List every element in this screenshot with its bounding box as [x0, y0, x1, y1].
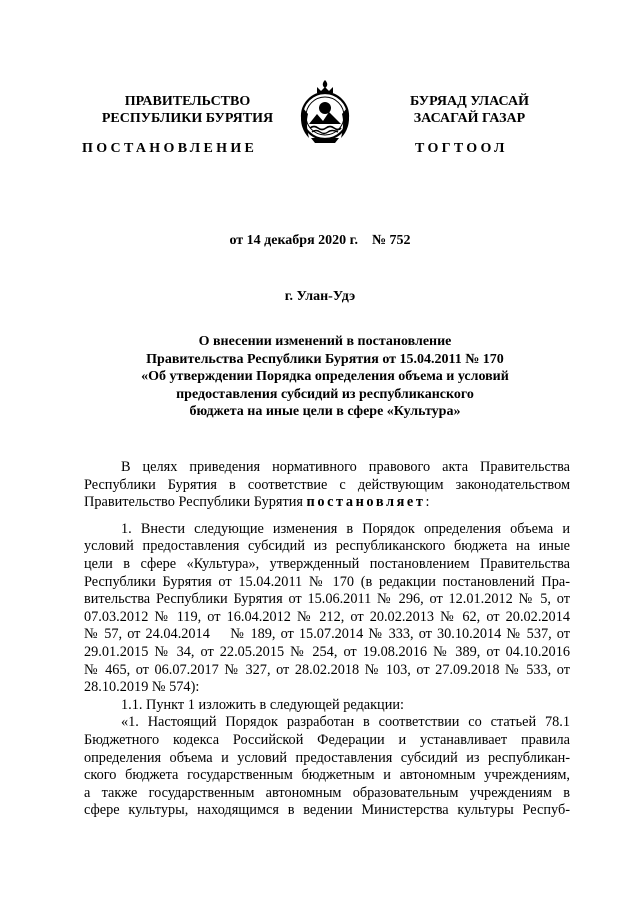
header-right-line: ЗАСАГАЙ ГАЗАР [413, 111, 526, 126]
preamble-prefix: Правительство Республики Бурятия [84, 494, 307, 511]
header-left-line: РЕСПУБЛИКИ БУРЯТИЯ [101, 111, 274, 126]
title-line: бюджета на иные цели в сфере «Культура» [189, 404, 461, 419]
body-line: 07.03.2012 № 119, от 16.04.2012 № 212, от 20.02.2013 № 62, от 20.02.2014 [84, 608, 570, 625]
date-and-number: от 14 декабря 2020 г. № 752 [229, 233, 411, 248]
title-line: Правительства Республики Бурятия от 15.04.2011 № 170 [146, 351, 504, 367]
body-line: 1.1. Пункт 1 изложить в следующей редакции: [121, 696, 404, 713]
body-line: Республики Бурятия в соответствие с действующим законодательством [84, 476, 570, 493]
paragraph-quoted [84, 714, 570, 820]
body-line: 28.10.2019 № 574): [84, 679, 200, 696]
title-line: «Об утверждении Порядка определения объема и условий [141, 369, 509, 384]
body-line: 29.01.2015 № 34, от 22.05.2015 № 254, от 19.08.2016 № 389, от 04.10.2016 [84, 643, 570, 660]
body-line: № 465, от 06.07.2017 № 327, от 28.02.2018 № 103, от 27.09.2018 № 533, от [84, 661, 570, 678]
body-line: цели в сфере «Культура», утвержденный постановлением Правительства [84, 555, 570, 572]
body-line: 1. Внести следующие изменения в Порядок определения объема и [121, 520, 570, 537]
body-line: определения объема и условий предоставления субсидий из республикан- [84, 749, 570, 766]
header-right-line: БУРЯАД УЛАСАЙ [410, 94, 529, 109]
document-title [100, 333, 550, 421]
body-line: условий предоставления субсидий из республиканского бюджета на иные [84, 538, 570, 555]
body-line: а также государственным автономным образовательным учреждениям в [84, 784, 570, 801]
body-line: Бюджетного кодекса Российской Федерации и устанавливает правила [84, 731, 570, 748]
city: г. Улан-Удэ [284, 289, 356, 304]
header-left-line: ПРАВИТЕЛЬСТВО [124, 94, 251, 109]
paragraph-1-1 [84, 697, 570, 715]
enactment-word: постановляет [306, 494, 426, 511]
preamble [84, 459, 570, 512]
body-line: сфере культуры, находящимся в ведении Министерства культуры Респуб- [84, 802, 570, 819]
government-name-buryat [392, 93, 547, 127]
body-line: № 57, от 24.04.2014 № 189, от 15.07.2014 № 333, от 30.10.2014 № 537, от [84, 626, 570, 643]
title-line: О внесении изменений в постановление [198, 334, 452, 349]
preamble-suffix: : [425, 494, 430, 511]
body-line: ского бюджета государственным бюджетным и автономным учреждениям, [84, 767, 570, 784]
body-line: «1. Настоящий Порядок разработан в соответствии со статьей 78.1 [121, 714, 570, 731]
body-line: вительства Республики Бурятия от 15.06.2011 № 296, от 12.01.2012 № 5, от [84, 591, 570, 608]
document-body [84, 459, 570, 820]
title-line: предоставления субсидий из республиканского [176, 386, 474, 402]
government-name-russian [100, 93, 275, 127]
doctype-russian: ПОСТАНОВЛЕНИЕ [82, 141, 258, 156]
paragraph-1 [84, 521, 570, 697]
body-line: В целях приведения нормативного правового акта Правительства [121, 459, 570, 475]
doctype-buryat: ТОГТООЛ [415, 141, 508, 156]
coat-of-arms-icon [299, 78, 351, 144]
body-line [84, 494, 570, 512]
body-line: Республики Бурятия от 15.04.2011 № 170 (в редакции постановлений Пра- [84, 573, 570, 590]
